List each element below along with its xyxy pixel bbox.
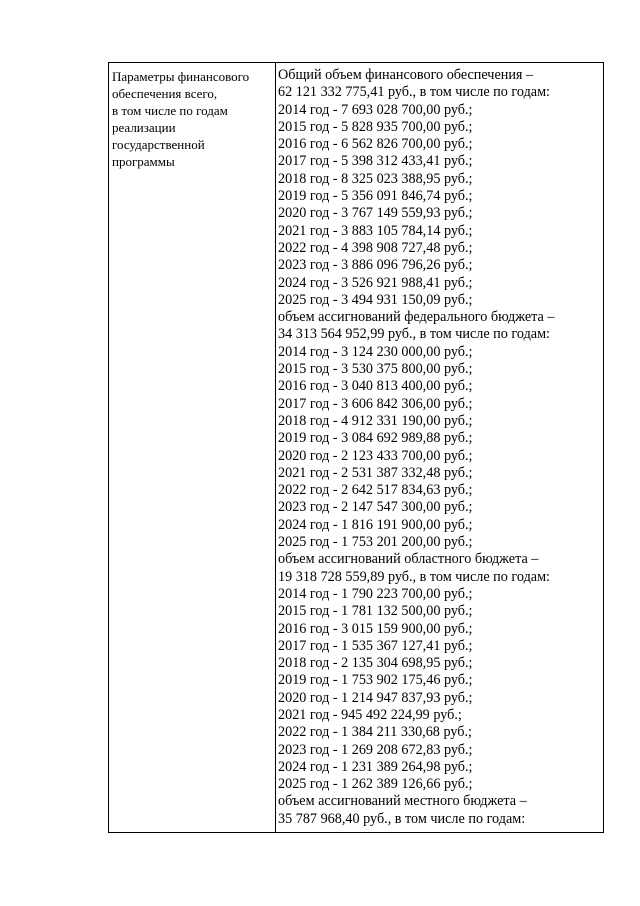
year-amount-line: 2017 год - 1 535 367 127,41 руб.;: [278, 637, 473, 654]
regional-budget-amount: 19 318 728 559,89 руб., в том числе по годам:: [278, 568, 550, 585]
parameter-name-cell: [109, 63, 276, 832]
local-budget-heading: объем ассигнований местного бюджета –: [278, 793, 527, 810]
year-amount-line: 2022 год - 4 398 908 727,48 руб.;: [278, 239, 473, 256]
parameter-name-line: программы: [112, 154, 175, 169]
parameter-name-line: обеспечения всего,: [112, 86, 218, 101]
year-amount-line: 2019 год - 3 084 692 989,88 руб.;: [278, 430, 473, 447]
year-amount-line: 2023 год - 1 269 208 672,83 руб.;: [278, 741, 473, 758]
year-amount-line: 2023 год - 3 886 096 796,26 руб.;: [278, 257, 473, 274]
year-amount-line: 2018 год - 8 325 023 388,95 руб.;: [278, 170, 473, 187]
year-amount-line: 2024 год - 1 816 191 900,00 руб.;: [278, 516, 473, 533]
year-amount-line: 2020 год - 3 767 149 559,93 руб.;: [278, 205, 473, 222]
year-amount-line: 2019 год - 5 356 091 846,74 руб.;: [278, 188, 473, 205]
year-amount-line: 2025 год - 3 494 931 150,09 руб.;: [278, 291, 473, 308]
year-amount-line: 2014 год - 3 124 230 000,00 руб.;: [278, 343, 473, 360]
year-amount-line: 2017 год - 5 398 312 433,41 руб.;: [278, 153, 473, 170]
year-amount-line: 2014 год - 7 693 028 700,00 руб.;: [278, 101, 473, 118]
year-amount-line: 2017 год - 3 606 842 306,00 руб.;: [278, 395, 473, 412]
local-budget-amount: 35 787 968,40 руб., в том числе по годам:: [278, 810, 526, 827]
year-amount-line: 2020 год - 1 214 947 837,93 руб.;: [278, 689, 473, 706]
regional-budget-heading: объем ассигнований областного бюджета –: [278, 551, 539, 568]
year-amount-line: 2016 год - 3 040 813 400,00 руб.;: [278, 378, 473, 395]
parameter-name-line: Параметры финансового: [112, 69, 250, 84]
year-amount-line: 2021 год - 2 531 387 332,48 руб.;: [278, 464, 473, 481]
total-funding-amount: 62 121 332 775,41 руб., в том числе по годам:: [278, 84, 550, 101]
year-amount-line: 2024 год - 1 231 389 264,98 руб.;: [278, 758, 473, 775]
year-amount-line: 2019 год - 1 753 902 175,46 руб.;: [278, 672, 473, 689]
parameter-name-line: в том числе по годам: [112, 103, 228, 118]
year-amount-line: 2020 год - 2 123 433 700,00 руб.;: [278, 447, 473, 464]
financing-details-cell: [276, 63, 603, 832]
year-amount-line: 2018 год - 2 135 304 698,95 руб.;: [278, 655, 473, 672]
parameter-name-line: реализации: [112, 120, 176, 135]
year-amount-line: 2014 год - 1 790 223 700,00 руб.;: [278, 585, 473, 602]
total-funding-heading: Общий объем финансового обеспечения –: [278, 67, 534, 83]
year-amount-line: 2015 год - 1 781 132 500,00 руб.;: [278, 603, 473, 620]
year-amount-line: 2022 год - 2 642 517 834,63 руб.;: [278, 482, 473, 499]
year-amount-line: 2021 год - 3 883 105 784,14 руб.;: [278, 222, 473, 239]
year-amount-line: 2024 год - 3 526 921 988,41 руб.;: [278, 274, 473, 291]
year-amount-line: 2025 год - 1 753 201 200,00 руб.;: [278, 534, 473, 551]
federal-budget-heading: объем ассигнований федерального бюджета –: [278, 309, 555, 326]
year-amount-line: 2018 год - 4 912 331 190,00 руб.;: [278, 412, 473, 429]
year-amount-line: 2025 год - 1 262 389 126,66 руб.;: [278, 776, 473, 793]
parameter-name-line: государственной: [112, 137, 205, 152]
year-amount-line: 2016 год - 6 562 826 700,00 руб.;: [278, 136, 473, 153]
federal-budget-amount: 34 313 564 952,99 руб., в том числе по годам:: [278, 326, 550, 343]
financing-table: [108, 62, 604, 833]
year-amount-line: 2015 год - 5 828 935 700,00 руб.;: [278, 118, 473, 135]
year-amount-line: 2016 год - 3 015 159 900,00 руб.;: [278, 620, 473, 637]
year-amount-line: 2021 год - 945 492 224,99 руб.;: [278, 706, 462, 723]
year-amount-line: 2015 год - 3 530 375 800,00 руб.;: [278, 361, 473, 378]
year-amount-line: 2023 год - 2 147 547 300,00 руб.;: [278, 499, 473, 516]
year-amount-line: 2022 год - 1 384 211 330,68 руб.;: [278, 724, 472, 741]
